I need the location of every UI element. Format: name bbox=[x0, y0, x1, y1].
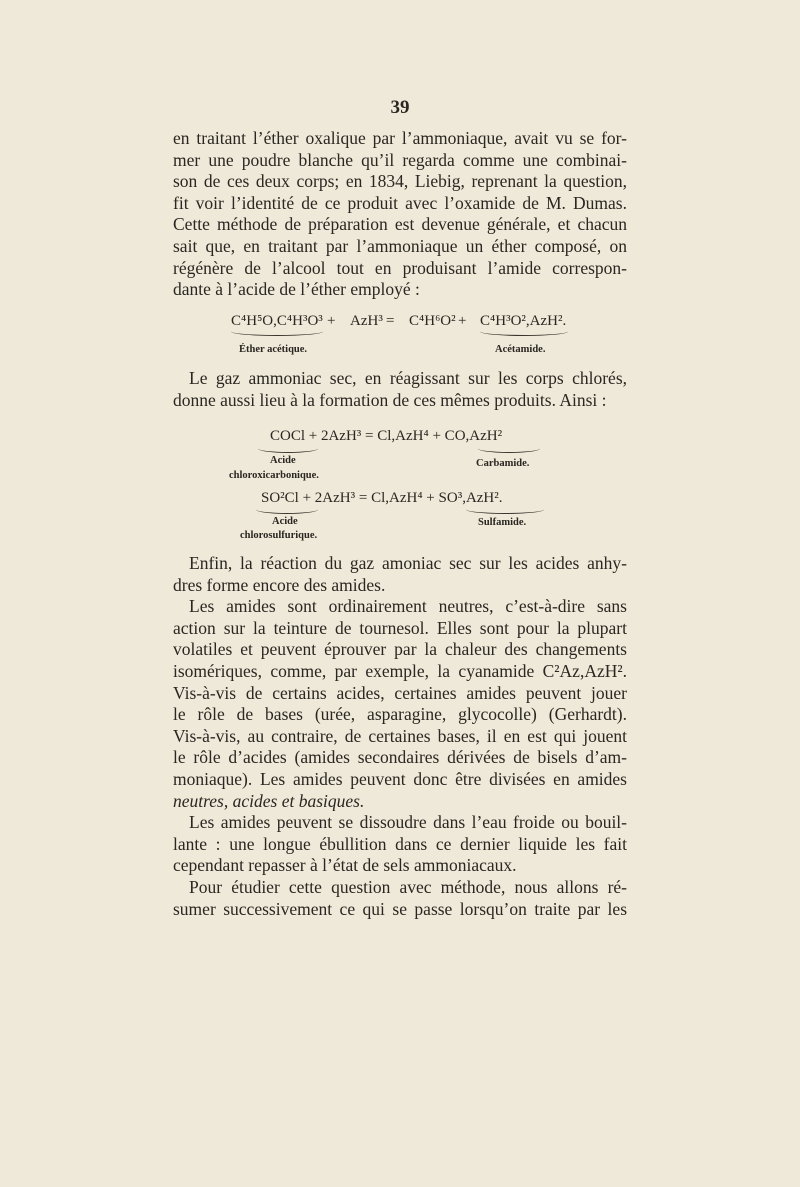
text-line: lante : une longue ébullition dans ce dernier liquide les fait bbox=[173, 833, 627, 854]
eq1-label-right: Acétamide. bbox=[495, 344, 546, 355]
text-line: son de ces deux corps; en 1834, Liebig, reprenant la question, bbox=[173, 171, 627, 192]
paragraph-1 bbox=[173, 128, 627, 301]
eq2-brace-left bbox=[258, 444, 318, 453]
text-line: Les amides sont ordinairement neutres, c’est-à-dire sans bbox=[189, 596, 627, 617]
eq1-mid: AzH³ bbox=[350, 313, 383, 329]
eq3-label-left-1: Acide bbox=[272, 516, 298, 527]
page-number: 39 bbox=[390, 97, 410, 118]
eq1-label-left: Éther acétique. bbox=[239, 344, 308, 355]
text-line: fit voir l’identité de ce produit avec l’oxamide de M. Dumas. bbox=[173, 192, 627, 213]
text-line: moniaque). Les amides peuvent donc être divisées en amides bbox=[173, 768, 627, 789]
eq2-label-right: Carbamide. bbox=[476, 458, 530, 469]
eq1-right2: C⁴H³O²,AzH². bbox=[480, 313, 567, 329]
text-line: Enfin, la réaction du gaz amoniac sec sur les acides anhy- bbox=[189, 553, 627, 573]
eq1-brace-left bbox=[231, 327, 323, 336]
paragraph-2 bbox=[173, 368, 627, 411]
eq1-plus: + bbox=[327, 313, 336, 329]
eq3-label-right: Sulfamide. bbox=[478, 517, 527, 528]
body-paragraphs bbox=[173, 553, 627, 920]
text-line: action sur la teinture de tournesol. Elles sont pour la plupart bbox=[173, 617, 627, 638]
text-line: régénère de l’alcool tout en produisant l’amide correspon- bbox=[173, 257, 627, 278]
text-line: Cette méthode de préparation est devenue générale, et chacun bbox=[173, 214, 627, 235]
text-line: neutres, acides et basiques. bbox=[173, 790, 365, 811]
text-line: en traitant l’éther oxalique par l’ammoniaque, avait vu se for- bbox=[173, 128, 627, 148]
text-line: Pour étudier cette question avec méthode, nous allons ré- bbox=[189, 876, 627, 897]
eq2-label-left-1: Acide bbox=[270, 455, 296, 466]
eq1-equals: = bbox=[386, 313, 395, 329]
text-line: Vis-à-vis de certains acides, certaines amides peuvent jouer bbox=[173, 682, 627, 703]
text-line: sait que, en traitant par l’ammoniaque un éther composé, on bbox=[173, 235, 627, 256]
eq1-right1: C⁴H⁶O² bbox=[409, 313, 456, 329]
eq1-left: C⁴H⁵O,C⁴H³O³ bbox=[231, 313, 323, 329]
eq2-brace-right bbox=[478, 444, 540, 453]
text-line: volatiles et peuvent éprouver par la chaleur des changements bbox=[173, 639, 627, 660]
text-line: le rôle de bases (urée, asparagine, glycocolle) (Gerhardt). bbox=[173, 704, 627, 725]
eq3-label-left-2: chlorosulfurique. bbox=[240, 530, 318, 541]
text-line: Les amides peuvent se dissoudre dans l’eau froide ou bouil- bbox=[189, 812, 627, 833]
text-line: le rôle d’acides (amides secondaires dérivées de bisels d’am- bbox=[173, 747, 627, 768]
text-line: donne aussi lieu à la formation de ces mêmes produits. Ainsi : bbox=[173, 389, 607, 410]
eq3-text: SO²Cl + 2AzH³ = Cl,AzH⁴ + SO³,AzH². bbox=[261, 490, 503, 506]
text-line: mer une poudre blanche qu’il regarda comme une combinai- bbox=[173, 149, 627, 170]
eq2-text: COCl + 2AzH³ = Cl,AzH⁴ + CO,AzH² bbox=[270, 428, 503, 444]
text-line: cependant repasser à l’état de sels ammoniacaux. bbox=[173, 855, 517, 876]
text-line: sumer successivement ce qui se passe lorsqu’on traite par les bbox=[173, 898, 627, 919]
text-line: Vis-à-vis, au contraire, de certaines bases, il en est qui jouent bbox=[173, 725, 627, 746]
eq3-brace-right bbox=[466, 505, 544, 514]
text-line: isomériques, comme, par exemple, la cyanamide C²Az,AzH². bbox=[173, 660, 627, 681]
eq1-brace-right bbox=[480, 327, 568, 336]
eq1-plus2: + bbox=[458, 313, 467, 329]
text-line: dres forme encore des amides. bbox=[173, 574, 386, 595]
text-line: Le gaz ammoniac sec, en réagissant sur les corps chlorés, bbox=[189, 368, 627, 388]
eq3-brace-left bbox=[256, 505, 318, 514]
eq2-label-left-2: chloroxicarbonique. bbox=[229, 470, 319, 481]
text-line: dante à l’acide de l’éther employé : bbox=[173, 279, 420, 300]
